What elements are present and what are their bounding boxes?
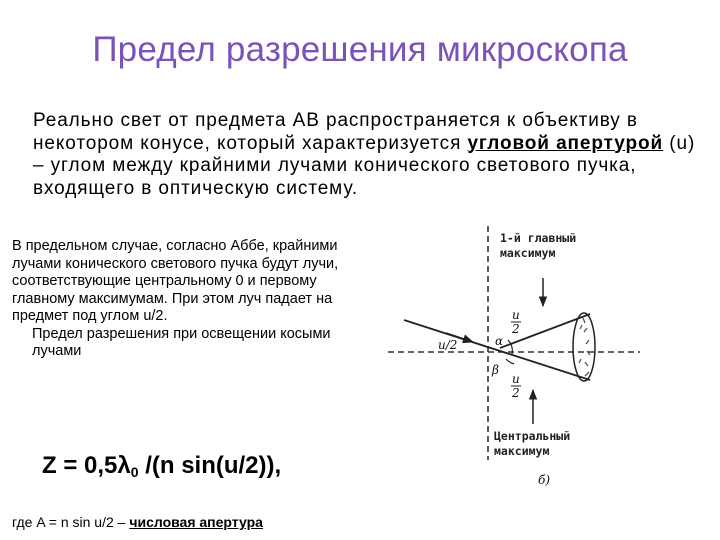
- formula-subscript: 0: [130, 464, 139, 480]
- slide-title: Предел разрешения микроскопа: [92, 30, 628, 69]
- u-bottom-numerator: u: [512, 372, 520, 386]
- intro-text-start: Реально свет от предмета АВ распространяется к объективу в некотором конусе, который характеризуется: [33, 110, 638, 154]
- numerical-aperture-note: [12, 514, 263, 530]
- u-top-denominator: 2: [512, 322, 520, 336]
- numerical-aperture-term: числовая апертура: [129, 514, 263, 530]
- intro-text-end: (u) – углом между крайними лучами конического светового пучка, входящего в оптическую систему.: [33, 132, 696, 199]
- cone-base-ellipse: [573, 313, 595, 381]
- formula-main: Z = 0,5λ: [42, 452, 131, 479]
- u-bottom-denominator: 2: [512, 386, 520, 400]
- abbe-paragraph: В предельном случае, согласно Аббе, крайними лучами конического светового пучка будут лучи, соответствующие центральному 0 и первому главному максимумам. При этом луч падает на предмет под углом u/2.: [12, 238, 339, 324]
- first-maximum-label-line1: 1-й главный: [500, 231, 577, 245]
- alpha-label: α: [495, 334, 504, 348]
- footnote-prefix: где A = n sin u/2 –: [12, 514, 130, 530]
- cone-hatching: [579, 318, 590, 376]
- intro-paragraph: [33, 110, 708, 200]
- angular-aperture-term: угловой апертурой: [467, 132, 664, 154]
- first-maximum-label-line2: максимум: [500, 246, 556, 260]
- formula-tail: /(n sin(u/2)),: [138, 452, 282, 479]
- central-maximum-label-line1: Центральный: [494, 429, 571, 443]
- central-maximum-label-line2: максимум: [494, 444, 550, 458]
- panel-label: б): [538, 473, 551, 487]
- resolution-formula: [42, 452, 281, 480]
- aperture-diagram: [378, 222, 650, 494]
- half-aperture-angle-label: u/2: [438, 338, 458, 352]
- beta-label: β: [492, 363, 499, 377]
- oblique-illumination-paragraph: Предел разрешения при освещении косыми лучами: [32, 325, 331, 359]
- u-top-numerator: u: [512, 308, 520, 322]
- explanation-column: [12, 238, 347, 361]
- beta-arc: [506, 359, 514, 364]
